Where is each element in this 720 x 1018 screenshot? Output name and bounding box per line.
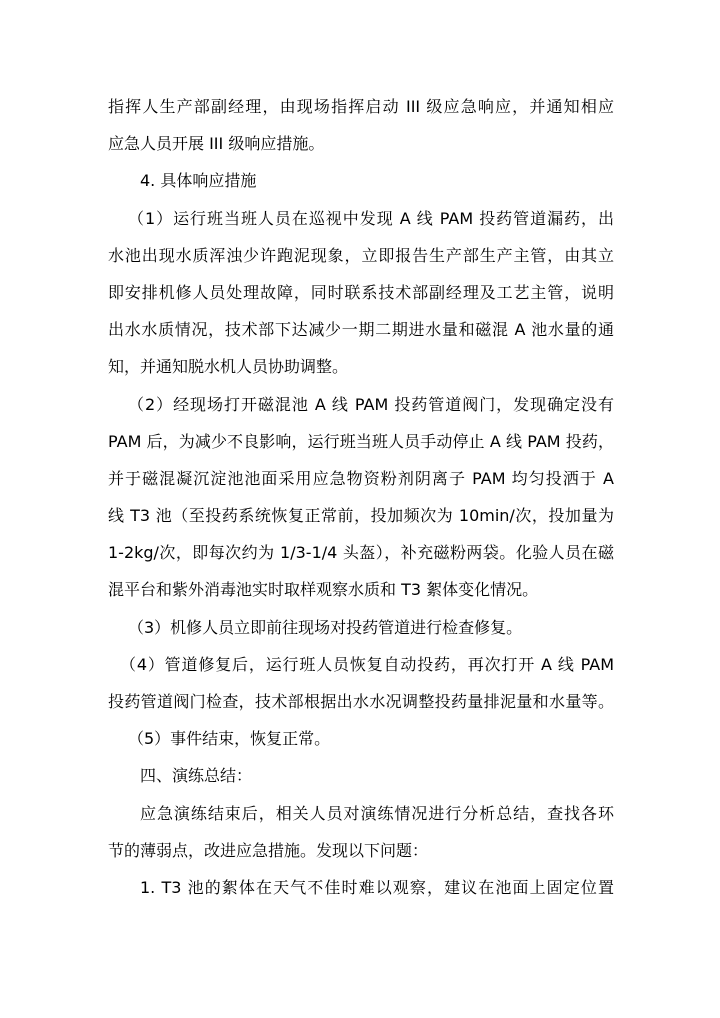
text-line: 指挥人生产部副经理，由现场指挥启动 III 级应急响应，并通知相应	[108, 97, 614, 116]
text-line: 应急演练结束后，相关人员对演练情况进行分析总结，查找各环	[140, 803, 614, 823]
text-line: （4）管道修复后，运行班人员恢复自动投药，再次打开 A 线 PAM	[120, 654, 614, 674]
text-line: 1. T3 池的絮体在天气不佳时难以观察，建议在池面上固定位置	[140, 877, 614, 897]
text-line: 节的薄弱点，改进应急措施。发现以下问题：	[108, 840, 429, 860]
text-line: 即安排机修人员处理故障，同时联系技术部副经理及工艺主管，说明	[108, 282, 614, 302]
text-line: （5）事件结束，恢复正常。	[128, 729, 331, 749]
text-line: （2）经现场打开磁混池 A 线 PAM 投药管道阀门，发现确定没有	[128, 394, 614, 414]
text-line: 线 T3 池（至投药系统恢复正常前，投加频次为 10min/次，投加量为	[108, 506, 614, 526]
text-line: （3）机修人员立即前往现场对投药管道进行检查修复。	[128, 617, 523, 637]
text-line: 四、演练总结：	[140, 766, 253, 786]
text-line: 知，并通知脱水机人员协助调整。	[108, 357, 349, 377]
text-line: 应急人员开展 III 级响应措施。	[108, 134, 325, 154]
text-line: （1）运行班当班人员在巡视中发现 A 线 PAM 投药管道漏药，出	[128, 208, 614, 228]
text-line: 混平台和紫外消毒池实时取样观察水质和 T3 絮体变化情况。	[108, 580, 539, 600]
text-line: 4. 具体响应措施	[140, 171, 257, 191]
text-line: 出水水质情况，技术部下达减少一期二期进水量和磁混 A 池水量的通	[108, 320, 614, 340]
text-line: 投药管道阀门检查，技术部根据出水水况调整投药量排泥量和水量等。	[108, 692, 614, 711]
text-line: 并于磁混凝沉淀池池面采用应急物资粉剂阴离子 PAM 均匀投洒于 A	[108, 468, 614, 488]
text-line: 水池出现水质浑浊少许跑泥现象，立即报告生产部生产主管，由其立	[108, 245, 614, 265]
text-line: PAM 后，为减少不良影响，运行班当班人员手动停止 A 线 PAM 投药，	[108, 431, 614, 451]
body-text	[108, 88, 614, 906]
text-line: 1-2kg/次，即每次约为 1/3-1/4 头盔），补充磁粉两袋。化验人员在磁	[108, 543, 614, 563]
